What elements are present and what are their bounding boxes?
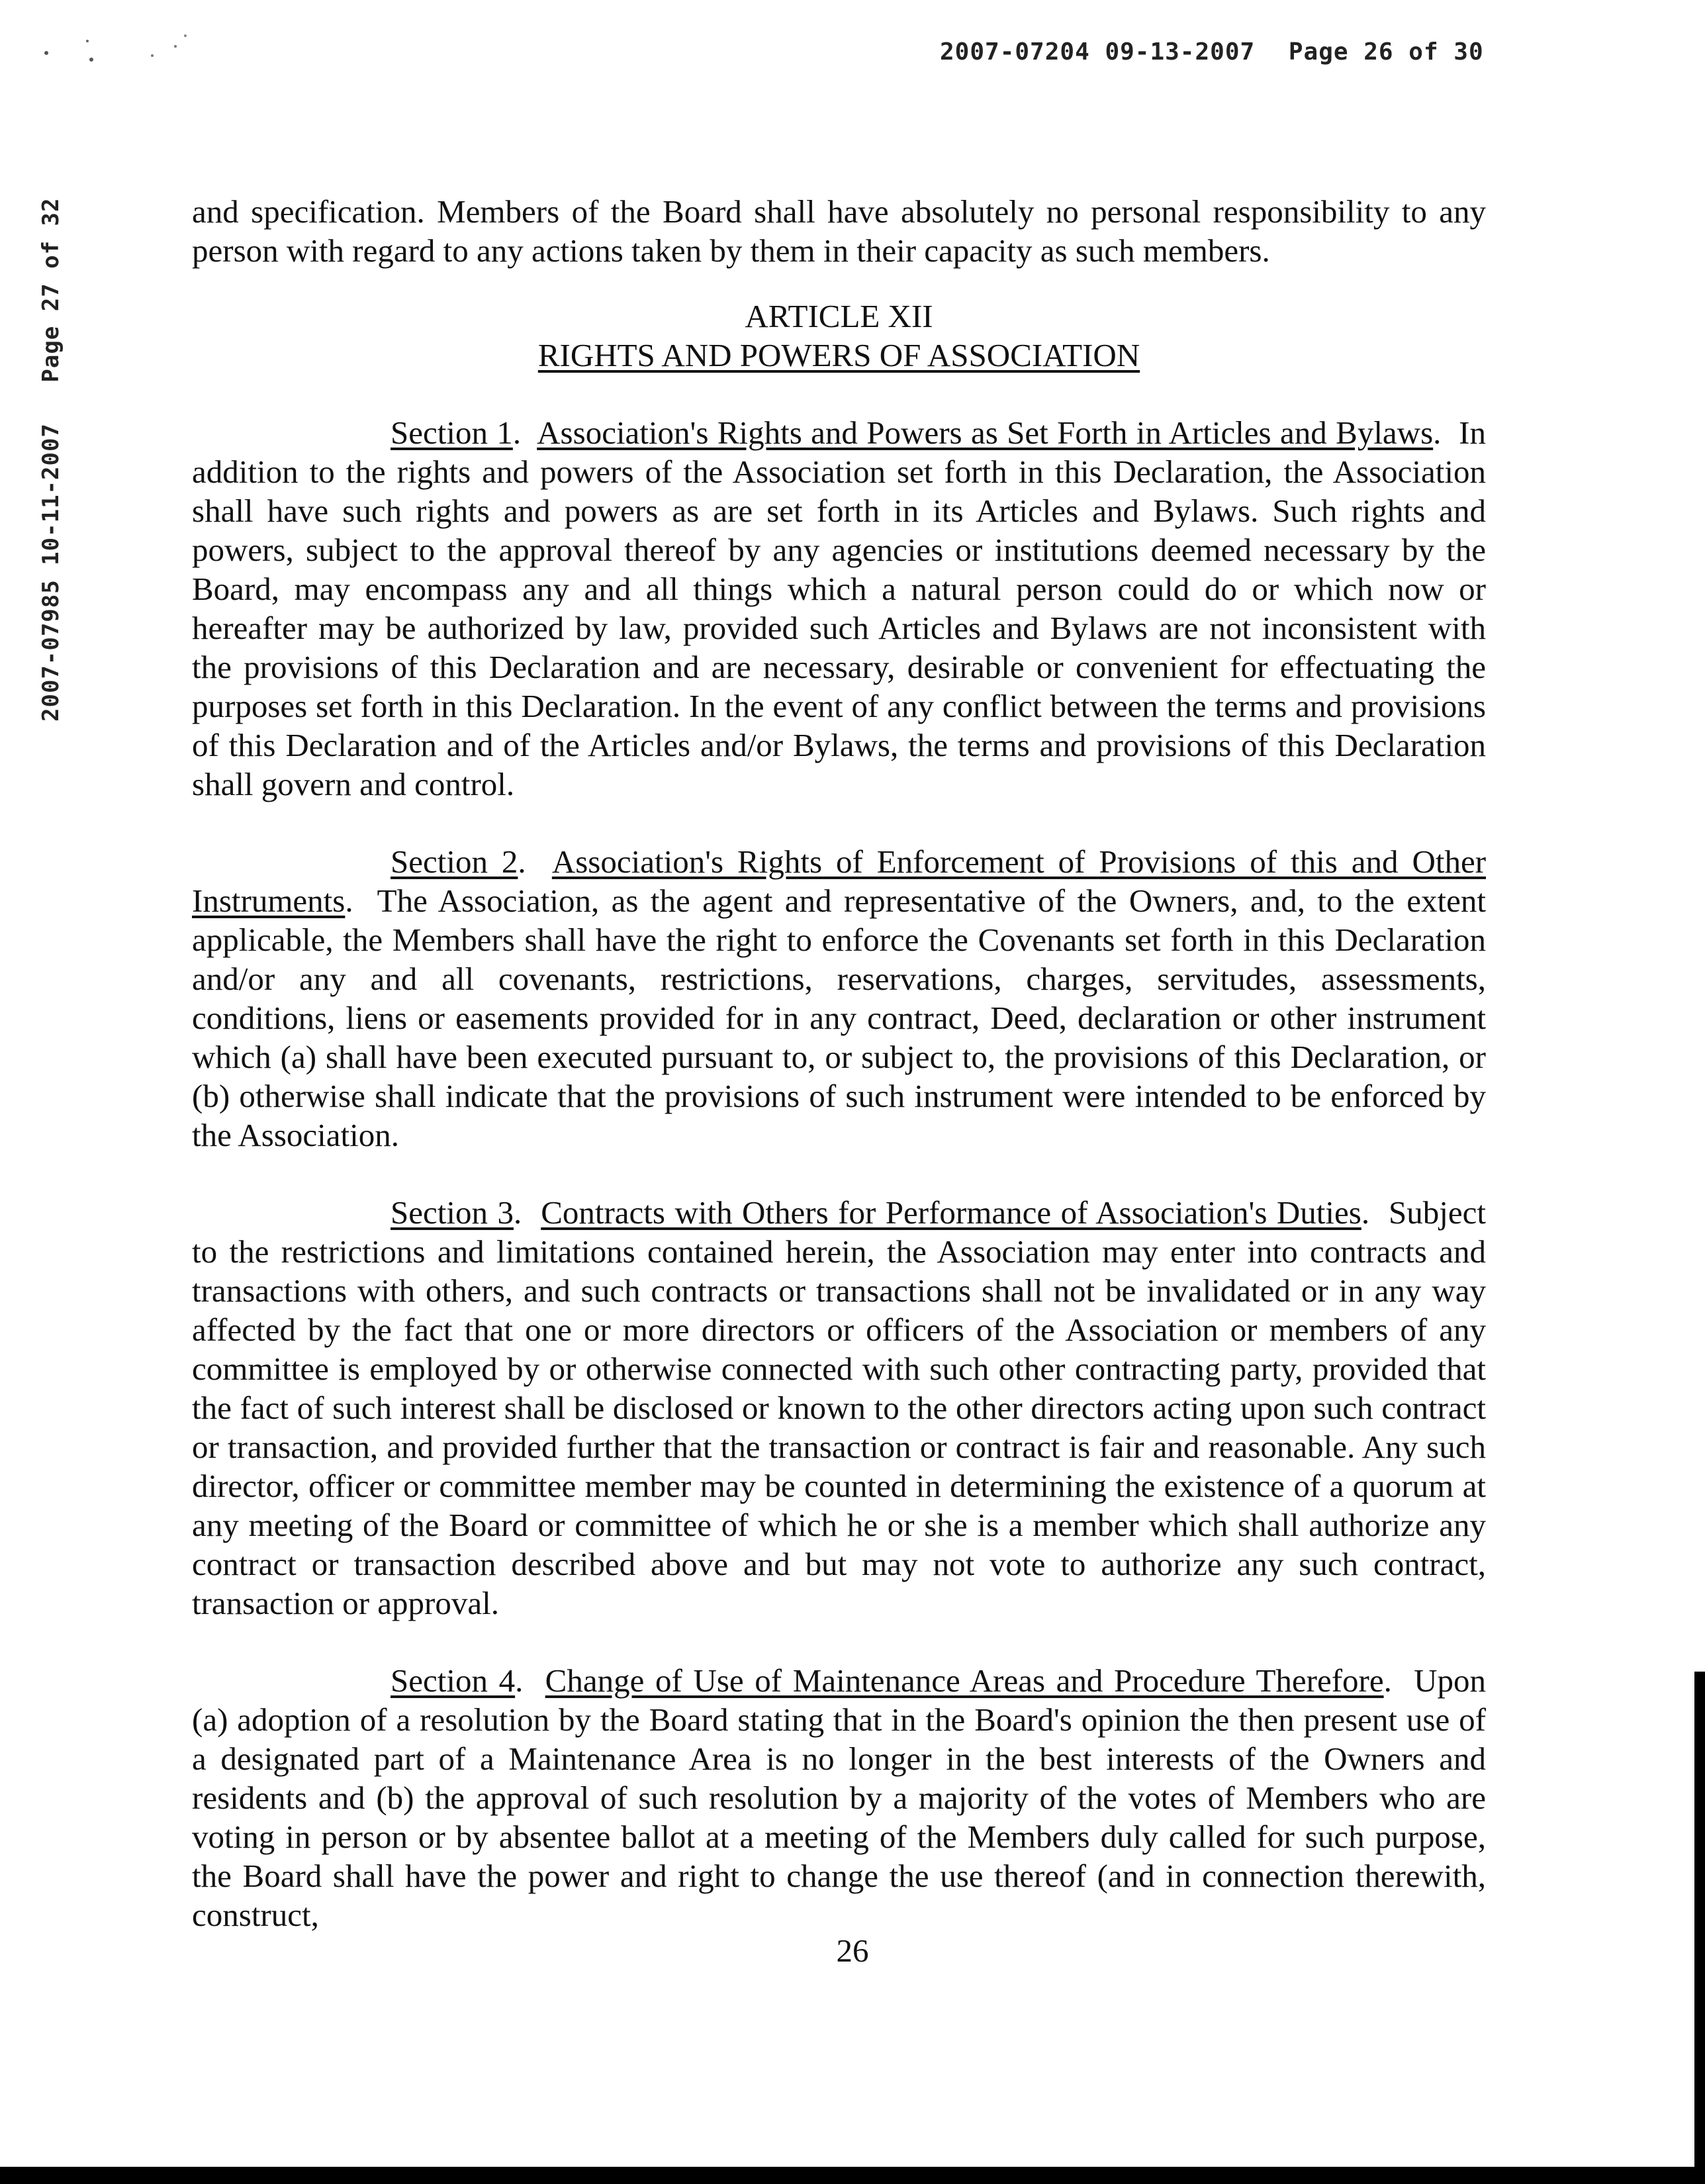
header-recording-stamp bbox=[940, 38, 1484, 66]
section-4-label: Section 4 bbox=[391, 1662, 516, 1699]
header-doc-id: 2007-07204 bbox=[940, 38, 1090, 66]
scan-edge-right bbox=[1694, 1672, 1705, 2184]
side-page-count: Page 27 of 32 bbox=[38, 197, 64, 383]
continuation-paragraph: and specification. Members of the Board shall have absolutely no personal responsibility to any person with regard to any actions taken by them in their capacity as such members. bbox=[192, 193, 1486, 269]
speck bbox=[89, 58, 93, 62]
section-3-label: Section 3 bbox=[391, 1194, 514, 1231]
side-doc-id: 2007-07985 bbox=[38, 579, 64, 722]
section-4-text: Upon (a) adoption of a resolution by the Board stating that in the Board's opinion the then present use of a designated part of a Maintenance Area is no longer in the best interests of the Owners and residents and (b) the approval of such resolution by a majority of the votes of Members who are voting in person or by absentee ballot at a meeting of the Members duly called for such purpose, the Board shall have the power and right to change the use thereof (and in connection therewith, construct, bbox=[192, 1662, 1487, 1933]
speck bbox=[44, 51, 48, 55]
section-3-text: Subject to the restrictions and limitations contained herein, the Association may enter into contracts and transactions with others, and such contracts or transactions shall not be invalidated or in any way affected by the fact that one or more directors or officers of the Association or members of any committee is employed by or otherwise connected with such other contracting party, provided that the fact of such interest shall be disclosed or known to the other directors acting upon such contract or transaction, and provided further that the transaction or contract is fair and reasonable. Any such director, officer or committee member may be counted in determining the existence of a quorum at any meeting of the Board or committee of which he or she is a member which shall authorize any contract or transaction described above and but may not vote to authorize any such contract, transaction or approval. bbox=[192, 1194, 1487, 1621]
speck bbox=[184, 34, 187, 37]
speck bbox=[174, 45, 177, 48]
header-page-count: Page 26 of 30 bbox=[1288, 38, 1484, 66]
speck bbox=[151, 54, 154, 57]
scan-specks bbox=[40, 26, 212, 73]
section-2-text: The Association, as the agent and representative of the Owners, and, to the extent applicable, the Members shall have the right to enforce the Covenants set forth in this Declaration and/or any and all covenants, restrictions, reservations, charges, servitudes, assessments, conditions, liens or easements provided for in any contract, Deed, declaration or other instrument which (a) shall have been executed pursuant to, or subject to, the provisions of this Declaration, or (b) otherwise shall indicate that the provisions of such instrument were intended to be enforced by the Association. bbox=[192, 882, 1486, 1153]
header-date: 09-13-2007 bbox=[1105, 38, 1256, 66]
article-title: RIGHTS AND POWERS OF ASSOCIATION bbox=[537, 337, 1140, 373]
speck bbox=[86, 40, 89, 42]
section-1-text: In addition to the rights and powers of the Association set forth in this Declaration, the Association shall have such rights and powers as are set forth in its Articles and Bylaws. Such rights and powers, subject to the approval thereof by any agencies or institutions deemed necessary by the Board, may encompass any and all things which a natural person could do or which now or hereafter may be authorized by law, provided such Articles and Bylaws are not inconsistent with the provisions of this Declaration and are necessary, desirable or convenient for effectuating the purposes set forth in this Declaration. In the event of any conflict between the terms and provisions of this Declaration and of the Articles and/or Bylaws, the terms and provisions of this Declaration shall govern and control. bbox=[192, 414, 1486, 802]
document-body bbox=[192, 192, 1486, 1934]
article-number: ARTICLE XII bbox=[745, 298, 933, 334]
section-2-label: Section 2 bbox=[391, 843, 518, 880]
page-number: 26 bbox=[836, 1932, 869, 1969]
section-4-title: Change of Use of Maintenance Areas and Procedure Therefore bbox=[545, 1662, 1384, 1699]
scan-edge-bottom bbox=[0, 2167, 1705, 2184]
section-2-title: Association's Rights of Enforcement of Provisions of this and Other Instruments bbox=[192, 843, 1487, 919]
article-heading bbox=[192, 297, 1486, 375]
section-2-paragraph: Section 2. Association's Rights of Enforcement of Provisions of this and Other Instruments. The Association, as the agent and representative of the Owners, and, to the extent applicable, the Members shall have the right to enforce the Covenants set forth in this Declaration and/or any and all covenants, restrictions, reservations, charges, servitudes, assessments, conditions, liens or easements provided for in any contract, Deed, declaration or other instrument which (a) shall have been executed pursuant to, or subject to, the provisions of this Declaration, or (b) otherwise shall indicate that the provisions of such instrument were intended to be enforced by the Association. bbox=[192, 843, 1487, 1153]
section-3-paragraph: Section 3. Contracts with Others for Performance of Association's Duties. Subject to the restrictions and limitations contained herein, the Association may enter into contracts and transactions with others, and such contracts or transactions shall not be invalidated or in any way affected by the fact that one or more directors or officers of the Association or members of any committee is employed by or otherwise connected with such other contracting party, provided that the fact of such interest shall be disclosed or known to the other directors acting upon such contract or transaction, and provided further that the transaction or contract is fair and reasonable. Any such director, officer or committee member may be counted in determining the existence of a quorum at any meeting of the Board or committee of which he or she is a member which shall authorize any contract or transaction described above and but may not vote to authorize any such contract, transaction or approval. bbox=[192, 1194, 1487, 1621]
side-date: 10-11-2007 bbox=[38, 423, 64, 565]
section-3-title: Contracts with Others for Performance of Association's Duties bbox=[541, 1194, 1361, 1231]
section-1-title: Association's Rights and Powers as Set Forth in Articles and Bylaws bbox=[537, 414, 1434, 451]
section-1-paragraph: Section 1. Association's Rights and Powers as Set Forth in Articles and Bylaws. In addition to the rights and powers of the Association set forth in this Declaration, the Association shall have such rights and powers as are set forth in its Articles and Bylaws. Such rights and powers, subject to the approval thereof by any agencies or institutions deemed necessary by the Board, may encompass any and all things which a natural person could do or which now or hereafter may be authorized by law, provided such Articles and Bylaws are not inconsistent with the provisions of this Declaration and are necessary, desirable or convenient for effectuating the purposes set forth in this Declaration. In the event of any conflict between the terms and provisions of this Declaration and of the Articles and/or Bylaws, the terms and provisions of this Declaration shall govern and control. bbox=[192, 414, 1486, 802]
side-recording-stamp bbox=[38, 198, 64, 722]
section-1-label: Section 1 bbox=[391, 414, 513, 451]
section-4-paragraph: Section 4. Change of Use of Maintenance Areas and Procedure Therefore. Upon (a) adoption of a resolution by the Board stating that in the Board's opinion the then present use of a designated part of a Maintenance Area is no longer in the best interests of the Owners and residents and (b) the approval of such resolution by a majority of the votes of Members who are voting in person or by absentee ballot at a meeting of the Members duly called for such purpose, the Board shall have the power and right to change the use thereof (and in connection therewith, construct, bbox=[192, 1662, 1487, 1933]
